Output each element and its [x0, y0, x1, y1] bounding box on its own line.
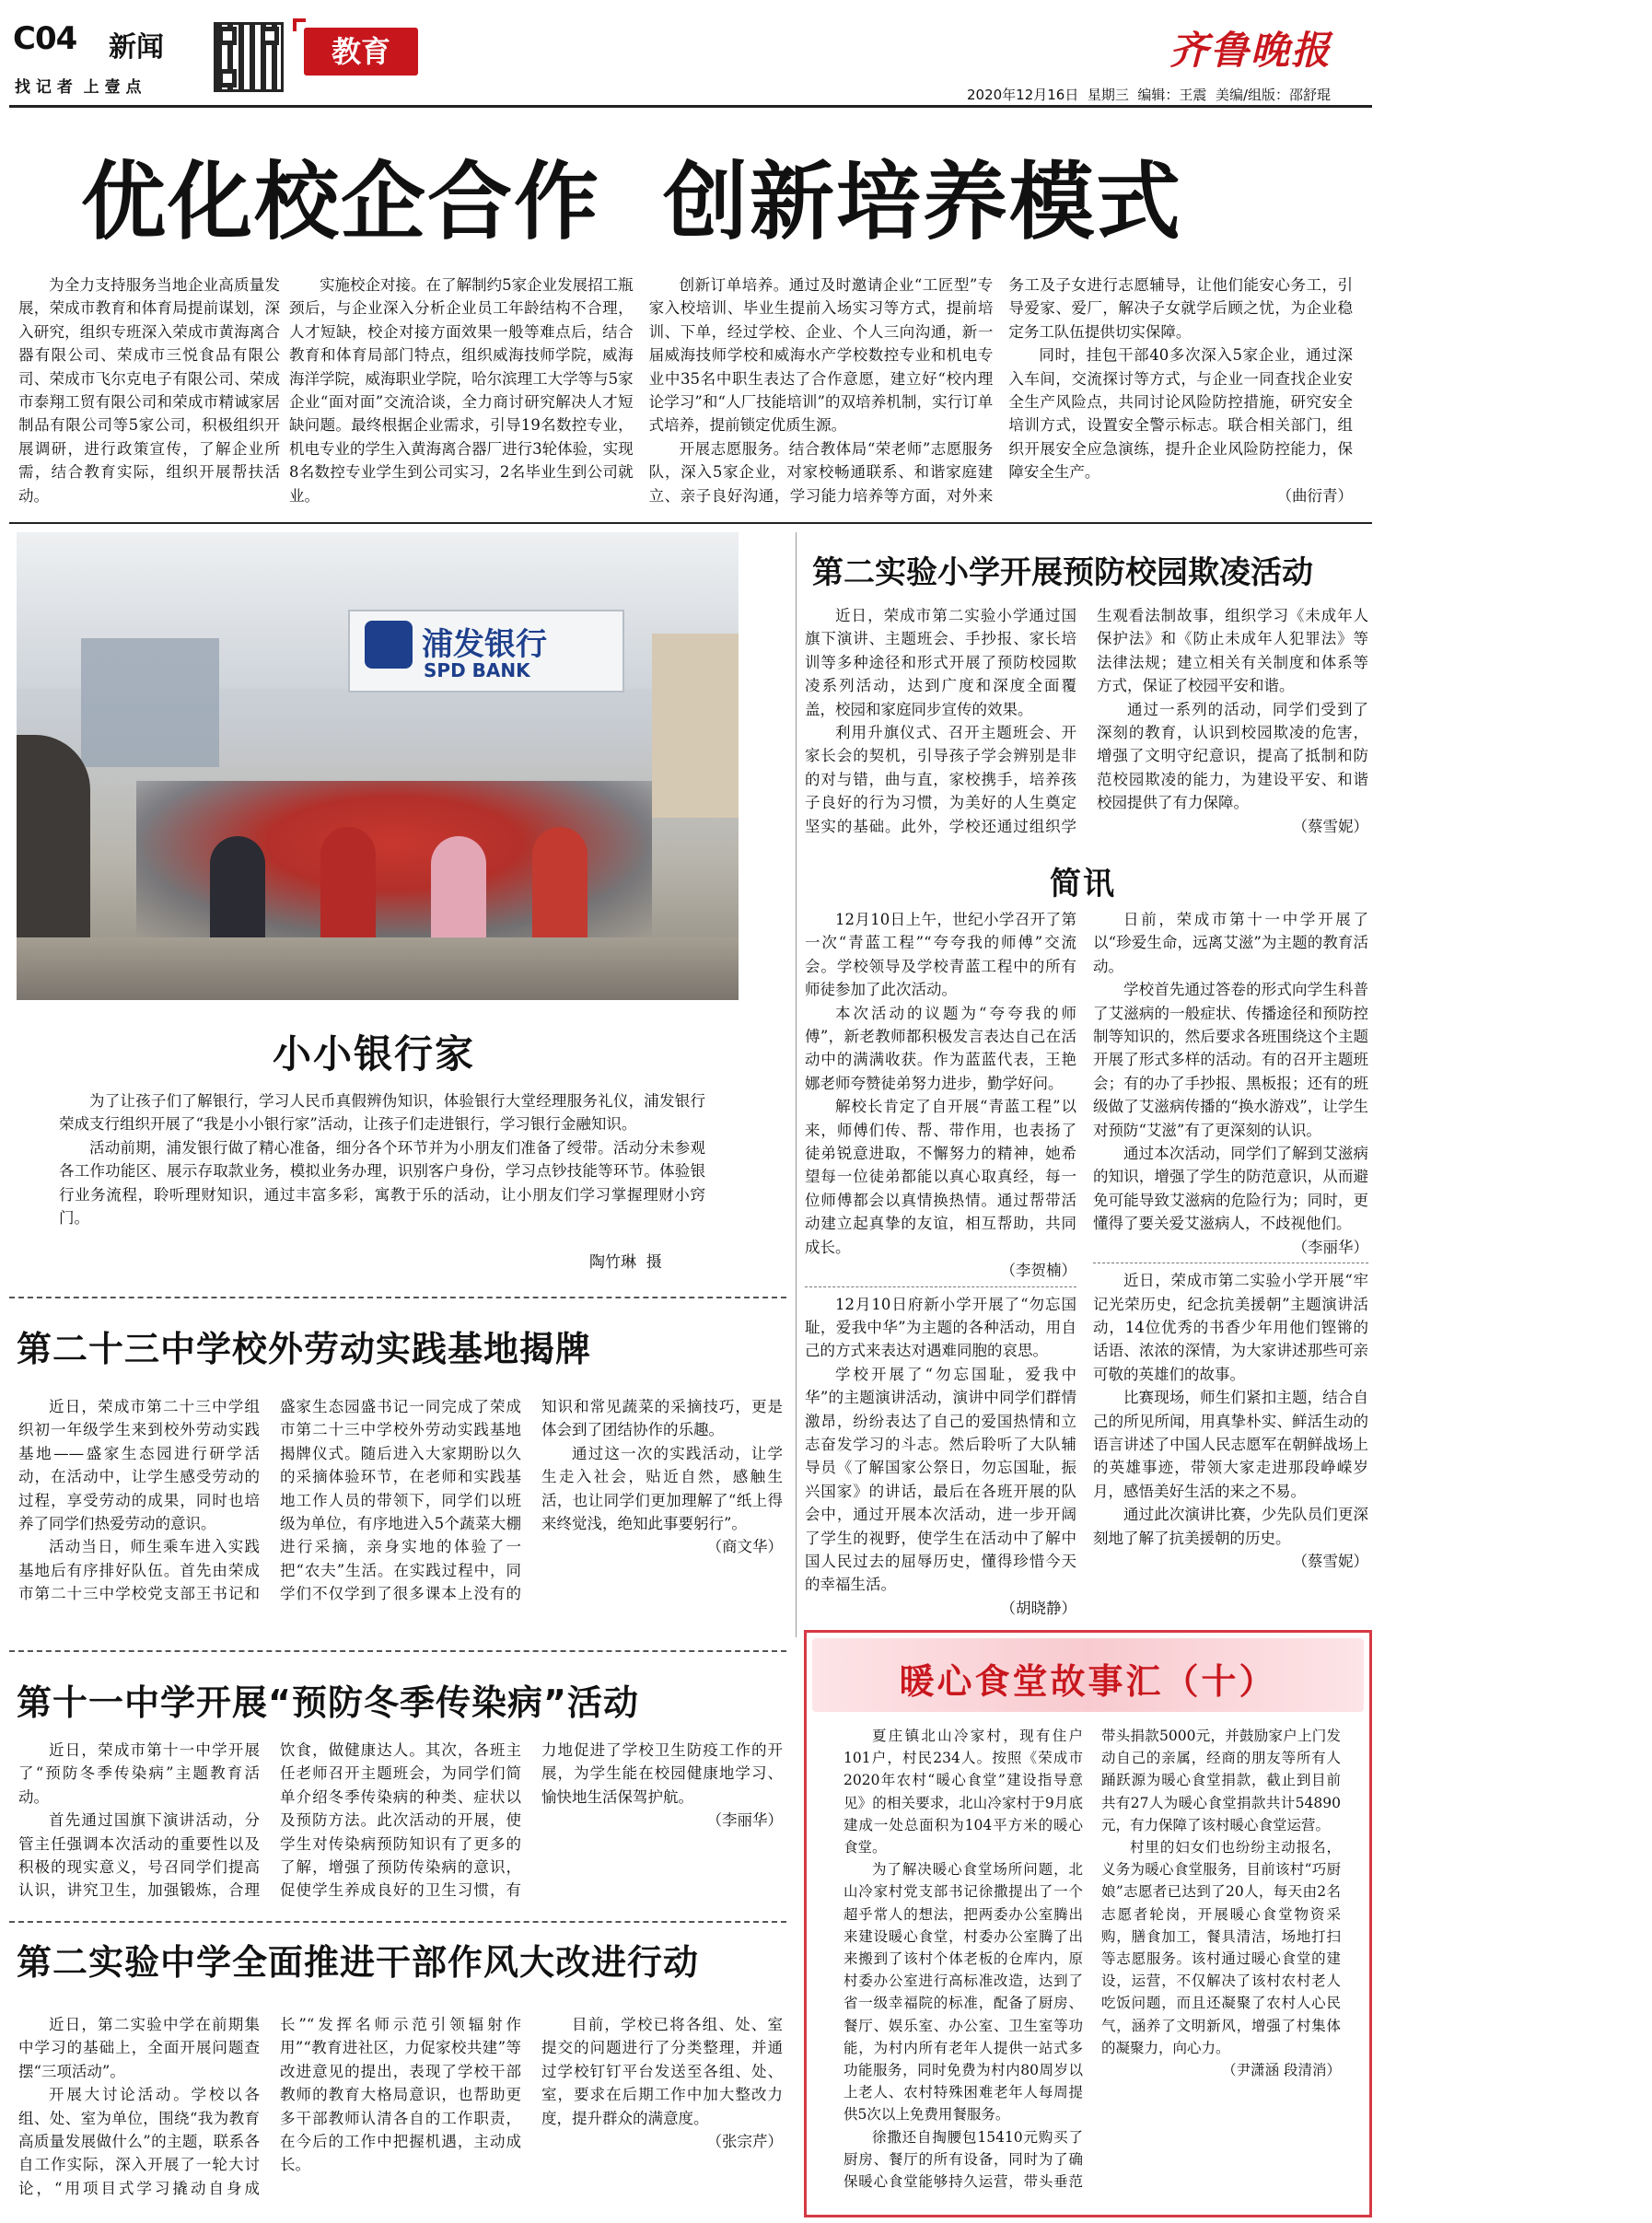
disease-title: 第十一中学开展“预防冬季传染病”活动	[17, 1682, 639, 1723]
bank-name-en: SPD BANK	[424, 659, 530, 681]
cadre-para-3: 目前，学校已将各组、处、室提交的问题进行了分类整理，并通过学校钉钉平台发送至各组、处、室，要求在后期工作中加大整改力度，提升群众的满意度。	[541, 2016, 783, 2127]
canteen-title: 暖心食堂故事汇（十）	[899, 1661, 1277, 1702]
lead-para-4: 开展志愿服务。结合教体局“荣老师”志愿服务队，深入5家企业，对家校畅通联系、和谐家庭建立、亲子良好沟通，学习能力培养等方面，对外来务工及子女进行志愿辅导，让他们能安心务工，引导爱家、爱厂，解决子女就学后顾之忧，为企业稳定务工队伍提供切实保障。	[648, 276, 1353, 505]
cadre-para-2: 开展大讨论活动。学校以各组、处、室为单位，围绕“我为教育高质量发展做什么”的主题，联系各自工作实际，深入开展了一轮大讨论，“用项目式学习撬动自身成长”“发挥名师示范引领辐射作用”“教育进社区，力促家校共建”等改进意见的提出，表现了学校干部教师的教育大格局意识，也帮助更多干部教师认清各自的工作职责，在今后的工作中把握机遇，主动成长。	[18, 2016, 521, 2197]
canteen-body	[843, 1725, 1341, 2211]
newspaper-logo: 齐鲁晚报	[1169, 28, 1332, 73]
brief-1-sign: （李贺楠）	[1000, 1262, 1076, 1280]
disease-sign: （李丽华）	[706, 1811, 783, 1830]
lead-col-2	[289, 274, 1652, 515]
cadre-body	[18, 2013, 783, 2212]
bank-story-sign: 陶竹琳 摄	[589, 1253, 662, 1272]
disease-body	[18, 1739, 783, 1912]
bank-story-title: 小小银行家	[273, 1031, 476, 1077]
bank-story-para-1: 为了让孩子们了解银行，学习人民币真假辨伪知识，体验银行大堂经理服务礼仪，浦发银行荣成支行组织开展了“我是小小银行家”活动，让孩子们走进银行，学习银行金融知识。	[59, 1092, 705, 1134]
labor-para-1: 近日，荣成市第二十三中学组织初一年级学生来到校外劳动实践基地——盛家生态园进行研学活动，在活动中，让学生感受劳动的过程，享受劳动的成果，同时也培养了同学们热爱劳动的意识。	[18, 1398, 260, 1533]
page-code: C04	[13, 20, 77, 57]
labor-title: 第二十三中学校外劳动实践基地揭牌	[17, 1329, 592, 1369]
cadre-sign: （张宗芹）	[706, 2133, 783, 2151]
bully-title: 第二实验小学开展预防校园欺凌活动	[812, 554, 1313, 591]
brief-2-para-2: 学校开展了“勿忘国耻，爱我中华”的主题演讲活动，演讲中同学们群情激昂，纷纷表达了自己的爱国热情和立志奋发学习的斗志。然后聆听了大队辅导员《了解国家公祭日，勿忘国耻，振兴国家》的讲话，最后在各班开展的队会中，通过开展本次活动，进一步开阔了学生的视野，使学生在活动中了解中国人民过去的屈辱历史，懂得珍惜今天的幸福生活。	[805, 1365, 1076, 1594]
lead-title: 优化校企合作 创新培养模式	[81, 153, 1183, 251]
labor-sign: （商文华）	[706, 1538, 783, 1556]
disease-para-2: 首先通过国旗下演讲活动，分管主任强调本次活动的重要性以及积极的现实意义，号召同学们提高认识，讲究卫生，加强锻炼，合理饮食，做健康达人。其次，各班主任老师召开主题班会，为同学们简单介绍冬季传染病的种类、症状以及预防方法。此次活动的开展，使学生对传染病预防知识有了更多的了解，增强了预防传染病的意识，促使学生养成良好的卫生习惯，有力地促进了学校卫生防疫工作的开展，为学生能在校园健康地学习、愉快地生活保驾护航。	[18, 1741, 783, 1900]
cadre-title: 第二实验中学全面推进干部作风大改进行动	[17, 1942, 700, 1983]
brief-4-sign: （蔡雪妮）	[1292, 1552, 1368, 1570]
brief-3-para-2: 学校首先通过答卷的形式向学生科普了艾滋病的一般症状、传播途径和预防控制等知识的，然后要求各班围绕这个主题开展了形式多样的活动。有的召开主题班会；有的办了手抄报、黑板报；还有的班级做了艾滋病传播的“换水游戏”，让学生对预防“艾滋”有了更深刻的认识。	[1093, 981, 1368, 1139]
brief-2-sign: （胡晓静）	[1000, 1599, 1076, 1617]
brief-3-para-1: 日前，荣成市第十一中学开展了以“珍爱生命，远离艾滋”为主题的教育活动。	[1093, 911, 1368, 975]
lead-para-1: 为全力支持服务当地企业高质量发展，荣成市教育和体育局提前谋划，深入研究，组织专班深入荣成市黄海离合器有限公司、荣成市三悦食品有限公司、荣成市飞尔克电子有限公司、荣成市泰翔工贸有限公司和荣成市精诚家居制品有限公司等5家公司，积极组织开展调研，进行政策宣传，了解企业所需，结合教育实际，组织开展帮扶活动。	[18, 276, 280, 505]
bully-body	[805, 604, 1368, 847]
canteen-para-1: 夏庄镇北山冷家村，现有住户101户，村民234人。按照《荣成市2020年农村“暖心食堂”建设指导意见》的相关要求，北山冷家村于9月底建成一处总面积为104平方米的暖心食堂。	[843, 1728, 1083, 1856]
brief-2-para-1: 12月10日府新小学开展了“勿忘国耻，爱我中华”为主题的各种活动，用自己的方式来表达对遇难同胞的哀思。	[805, 1295, 1076, 1360]
lead-bottom-rule	[9, 522, 1372, 524]
disease-para-1: 近日，荣成市第十一中学开展了“预防冬季传染病”主题教育活动。	[18, 1741, 260, 1806]
briefs-left-col	[805, 908, 1076, 1617]
lead-para-2: 实施校企对接。在了解制约5家企业发展招工瓶颈后，与企业深入分析企业员工年龄结构不合理，人才短缺，校企对接方面效果一般等难点后，结合教育和体育局部门特点，组织威海技师学院，威海海洋学院，威海职业学院，哈尔滨理工大学等与5家企业“面对面”交流洽谈，全力商讨研究解决人才短缺问题。最终根据企业需求，引导19名数控专业，机电专业的学生入黄海离合器厂进行3轮体验，实现8名数控专业学生到公司实习，2名毕业生到公司就业。	[289, 276, 634, 505]
tag-corner	[293, 18, 306, 31]
canteen-para-3: 徐撒还自掏腰包15410元购买了厨房、餐厅的所有设备，同时为了确保暖心食堂能够持久运营，带头垂范带头捐款5000元，并鼓励家户上门发动自己的亲属，经商的朋友等所有人踊跃源为暖心食堂捐款，截止到目前共有27人为暖心食堂捐款共计54890元，有力保障了该村暖心食堂运营。	[843, 1728, 1341, 2191]
brief-1-para-3: 解校长肯定了自开展“青蓝工程”以来，师傅们传、帮、带作用，也表扬了徒弟锐意进取，不懈努力的精神，她希望每一位徒弟都能以真心取真经，每一位师傅都会以真情换热情。通过帮带活动建立起真挚的友谊，相互帮助，共同成长。	[805, 1098, 1076, 1256]
brief-3-para-3: 通过本次活动，同学们了解到艾滋病的知识，增强了学生的防范意识，从而避免可能导致艾滋病的危险行为；同时，更懂得了要关爱艾滋病人，不歧视他们。	[1093, 1145, 1368, 1233]
divider-2	[9, 1650, 786, 1652]
canteen-sign: （尹潇涵 段清消）	[1222, 2062, 1341, 2079]
brief-1-para-1: 12月10日上午，世纪小学召开了第一次“青蓝工程”“夸夸我的师傅”交流会。学校领导及学校青蓝工程中的所有师徒参加了此次活动。	[805, 911, 1076, 999]
bully-para-2: 利用升旗仪式、召开主题班会、开家长会的契机，引导孩子学会辨别是非的对与错，曲与直，家校携手，培养孩子良好的行为习惯，为美好的人生奠定坚实的基础。此外，学校还通过组织学生观看法制故事，组织学习《未成年人保护法》和《防止未成年人犯罪法》等法律法规；建立相关有关制度和体系等方式，保证了校园平安和谐。	[805, 607, 1368, 835]
labor-body	[18, 1395, 783, 1625]
qr-code	[214, 22, 284, 92]
bully-para-3: 通过一系列的活动，同学们受到了深刻的教育，认识到校园欺凌的危害，增强了文明守纪意识，提高了抵制和防范校园欺凌的能力，为建设平安、和谐校园提供了有力保障。	[1097, 700, 1368, 812]
bank-story-para-2: 活动前期，浦发银行做了精心准备，细分各个环节并为小朋友们准备了绶带。活动分未参观各工作功能区、展示存取款业务，模拟业务办理，识别客户身份，学习点钞技能等环节。体验银行业务流程，聆听理财知识，通过丰富多彩，寓教于乐的活动，让小朋友们学习掌握理财小窍门。	[59, 1138, 705, 1228]
masthead-rule	[9, 105, 1372, 108]
section-slogan: 找 记 者 上 壹 点	[15, 78, 142, 97]
brief-1-para-2: 本次活动的议题为“夸夸我的师傅”，新老教师都积极发言表达自己在活动中的满满收获。作为蓝蓝代表，王艳娜老师夸赞徒弟努力进步，勤学好问。	[805, 1004, 1076, 1092]
labor-para-3: 通过这一次的实践活动，让学生走入社会，贴近自然，感触生活，也让同学们更加理解了“纸上得来终觉浅，绝知此事要躬行”。	[541, 1444, 783, 1533]
left-column-divider	[796, 532, 797, 1637]
brief-4-para-3: 通过此次演讲比赛，少先队员们更深刻地了解了抗美援朝的历史。	[1093, 1506, 1368, 1547]
canteen-para-4: 村里的妇女们也纷纷主动报名，义务为暖心食堂服务，目前该村“巧厨娘”志愿者已达到了20人，每天由2名志愿者轮岗，开展暖心食堂物资采购，膳食加工，餐具清洁，场地打扫等志愿服务。该村通过暖心食堂的建设，运营，不仅解决了该村农村老人吃饭问题，而且还凝聚了农村人心民气，涵养了文明新风，增强了村集体的凝聚力，向心力。	[1101, 1839, 1341, 2056]
divider-1	[9, 1297, 786, 1298]
spd-logo-icon	[365, 621, 413, 669]
brief-4-para-2: 比赛现场，师生们紧扣主题，结合自己的所见所闻，用真挚朴实、鲜活生动的语言讲述了中国人民志愿军在朝鲜战场上的英雄事迹，带领大家走进那段峥嵘岁月，感悟美好生活的来之不易。	[1093, 1389, 1368, 1500]
bully-sign: （蔡雪妮）	[1292, 817, 1368, 835]
bank-photo	[17, 532, 739, 1000]
lead-para-3: 创新订单培养。通过及时邀请企业“工匠型”专家入校培训、毕业生提前入场实习等方式，提前培训、下单，经过学校、企业、个人三向沟通，新一届威海技师学校和威海水产学校数控专业和机电专业中35名中职生表达了合作意愿，建立好“校内理论学习”和“人厂技能培训”的双培养机制，实行订单式培养，提前锁定优质生源。	[648, 276, 994, 435]
brief-4-para-1: 近日，荣成市第二实验小学开展“牢记光荣历史，纪念抗美援朝”主题演讲活动，14位优秀的书香少年用他们铿锵的话语、浓浓的深情，为大家讲述那些可亲可敬的英雄们的故事。	[1093, 1272, 1368, 1383]
canteen-para-2: 为了解决暖心食堂场所问题，北山冷家村党支部书记徐撒提出了一个超乎常人的想法，把两委办公室腾出来建设暖心食堂，村委办公室腾了出来搬到了该村个体老板的仓库内，原村委办公室进行高标准改造，达到了省一级幸福院的标准，配备了厨房、餐厅、娱乐室、办公室、卫生室等功能，为村内所有老年人提供一站式多功能服务，同时免费为村内80周岁以上老人、农村特殊困难老年人每周提供5次以上免费用餐服务。	[843, 1861, 1083, 2124]
briefs-title: 简讯	[1050, 866, 1116, 902]
divider-3	[9, 1921, 786, 1923]
lead-para-5: 同时，挂包干部40多次深入5家企业，通过深入车间，交流探讨等方式，与企业一同查找企业安全生产风险点，共同讨论风险防控措施，研究安全培训方式，设置安全警示标志。联合相关部门，组织开展安全应急演练，提升企业风险防控能力，保障安全生产。	[1008, 346, 1353, 482]
date-line: 2020年12月16日 星期三 编辑：王震 美编/组版：邵舒琨	[967, 87, 1332, 103]
bank-name-cn: 浦发银行	[422, 626, 547, 663]
bank-story-body	[59, 1089, 705, 1231]
briefs-right-col	[1093, 908, 1368, 1595]
section-name: 新闻	[109, 31, 164, 64]
lead-col-1	[18, 274, 280, 515]
brief-3-sign: （李丽华）	[1292, 1238, 1368, 1256]
bully-para-1: 近日，荣成市第二实验小学通过国旗下演讲、主题班会、手抄报、家长培训等多种途径和形式开展了预防校园欺凌系列活动，达到广度和深度全面覆盖，校园和家庭同步宣传的效果。	[805, 607, 1076, 718]
lead-sign: （曲衍青）	[1276, 486, 1353, 505]
canteen-box	[804, 1630, 1372, 2217]
labor-para-2: 活动当日，师生乘车进入实践基地后有序排好队伍。首先由荣成市第二十三中学校党支部王书记和盛家生态园盛书记一同完成了荣成市第二十三中学校外劳动实践基地揭牌仪式。随后进入大家期盼以久的采摘体验环节，在老师和实践基地工作人员的带领下，同学们以班级为单位，有序地进入5个蔬菜大棚进行采摘，亲身实地的体验了一把“农夫”生活。在实践过程中，同学们不仅学到了很多课本上没有的知识和常见蔬菜的采摘技巧，更是体会到了团结协作的乐趣。	[18, 1398, 783, 1603]
section-tag: 教育	[304, 28, 418, 76]
cadre-para-1: 近日，第二实验中学在前期集中学习的基础上，全面开展问题查摆“三项活动”。	[18, 2016, 260, 2080]
